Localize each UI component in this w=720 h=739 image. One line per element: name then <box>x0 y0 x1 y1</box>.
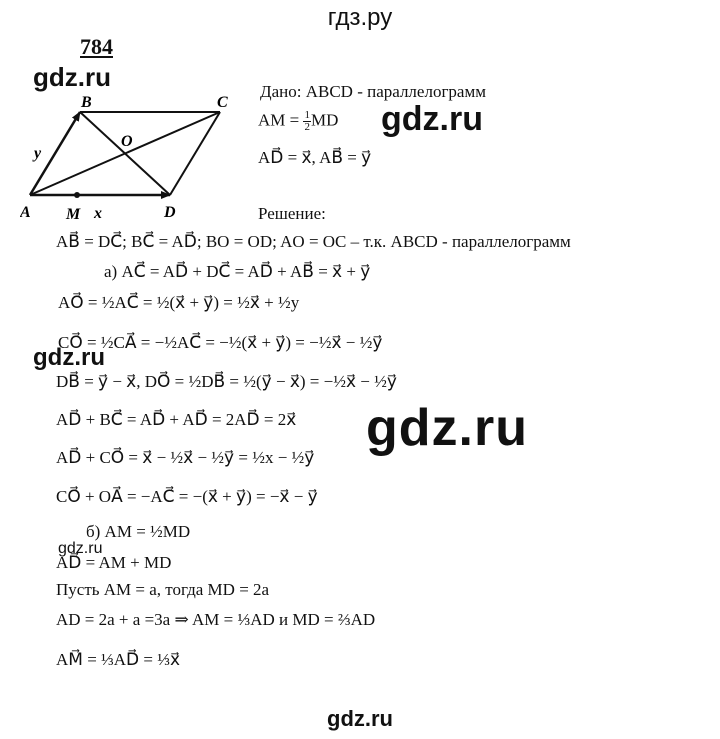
given-frac-den: 2 <box>304 121 310 133</box>
given-frac-num: 1 <box>304 109 310 121</box>
label-d: D <box>164 204 176 221</box>
solution-line-5: DB⃗ = y⃗ − x⃗, DO⃗ = ½DB⃗ = ½(y⃗ − x⃗) = −½x⃗ − ½y⃗ <box>56 372 397 391</box>
problem-number: 784 <box>80 34 113 59</box>
label-c: C <box>217 94 228 111</box>
label-m: M <box>66 206 81 223</box>
label-o: O <box>121 133 133 150</box>
label-a: A <box>20 204 31 221</box>
label-vec-y: y⃗ <box>34 145 54 162</box>
label-vec-x: x⃗ <box>94 205 115 222</box>
diagonal-bd <box>80 112 170 195</box>
solution-line-10: AD⃗ = AM + MD <box>56 553 172 572</box>
solution-line-11: Пусть AM = a, тогда MD = 2a <box>56 580 270 599</box>
solution-line-9: б) AM = ½MD <box>86 522 191 541</box>
watermark-small: gdz.ru <box>58 540 103 557</box>
parallelogram-figure <box>20 85 255 235</box>
given-fraction <box>303 110 311 133</box>
given-md-suffix: MD <box>310 110 339 130</box>
given-line-2 <box>258 110 338 133</box>
solution-line-6: AD⃗ + BC⃗ = AD⃗ + AD⃗ = 2AD⃗ = 2x⃗ <box>56 410 297 429</box>
watermark-top: гдз.ру <box>327 4 393 31</box>
solution-line-3: AO⃗ = ½AC⃗ = ½(x⃗ + y⃗) = ½x⃗ + ½y <box>58 293 300 312</box>
given-line-3: AD⃗ = x⃗, AB⃗ = y⃗ <box>258 148 372 167</box>
watermark-bottom: gdz.ru <box>327 706 393 731</box>
solution-line-12: AD = 2a + a =3a ⇒ AM = ⅓AD и MD = ⅔AD <box>56 610 376 629</box>
solution-title: Решение: <box>258 204 326 223</box>
solution-line-4: CO⃗ = ½CA⃗ = −½AC⃗ = −½(x⃗ + y⃗) = −½x⃗ − ½y⃗ <box>58 333 383 352</box>
label-b: B <box>81 94 92 111</box>
watermark-left-top: gdz.ru <box>33 62 111 92</box>
watermark-mid-right: gdz.ru <box>381 100 483 138</box>
point-m <box>74 192 80 198</box>
solution-line-8: CO⃗ + OA⃗ = −AC⃗ = −(x⃗ + y⃗) = −x⃗ − y⃗ <box>56 487 318 506</box>
side-cd <box>170 112 220 195</box>
solution-line-1: AB⃗ = DC⃗; BC⃗ = AD⃗; BO = OD; AO = OC – т.к. ABCD - параллелограмм <box>56 232 571 251</box>
solution-line-13: AM⃗ = ⅓AD⃗ = ⅓x⃗ <box>56 650 181 669</box>
solution-line-2: а) AC⃗ = AD⃗ + DC⃗ = AD⃗ + AB⃗ = x⃗ + y⃗ <box>104 262 371 281</box>
given-am-prefix: AM = <box>258 110 304 130</box>
given-line-1: Дано: ABCD - параллелограмм <box>260 82 486 101</box>
watermark-big: gdz.ru <box>366 399 528 457</box>
solution-line-7: AD⃗ + CO⃗ = x⃗ − ½x⃗ − ½y⃗ = ½x − ½y⃗ <box>56 448 315 467</box>
watermark-left-mid: gdz.ru <box>33 344 105 371</box>
